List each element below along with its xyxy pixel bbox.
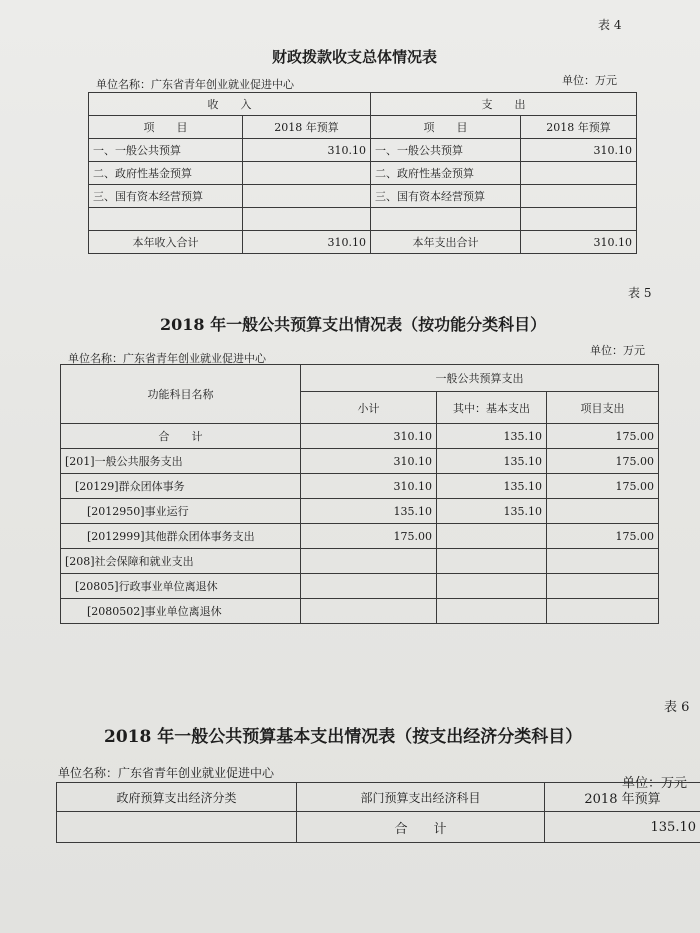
table5-col-group: 一般公共预算支出 (301, 365, 659, 392)
table4-col-item: 项 目 (89, 116, 243, 139)
table4-cell: 二、政府性基金预算 (371, 162, 521, 185)
table-row (61, 474, 659, 499)
table5-project (547, 549, 659, 574)
table5-name: [208]社会保障和就业支出 (61, 549, 301, 574)
table4-cell (521, 185, 637, 208)
table5-project (547, 499, 659, 524)
table5-project: 175.00 (547, 449, 659, 474)
table6-col-gov: 政府预算支出经济分类 (57, 783, 297, 812)
table4-cell: 310.10 (243, 139, 371, 162)
table-row (61, 599, 659, 624)
table4-cell (243, 208, 371, 231)
table-row (61, 499, 659, 524)
table4-cell (243, 162, 371, 185)
table-row (61, 449, 659, 474)
table4-cell (89, 208, 243, 231)
table4-income-header: 收 入 (89, 93, 371, 116)
table5-basic: 135.10 (437, 474, 547, 499)
table4-unit-name: 单位名称：广东省青年创业就业促进中心 (96, 78, 294, 91)
table6-total-value: 135.10 (545, 812, 700, 843)
table4-cell: 三、国有资本经营预算 (371, 185, 521, 208)
table5-col-name: 功能科目名称 (61, 365, 301, 424)
table4-cell (243, 185, 371, 208)
table5-subtotal: 135.10 (301, 499, 437, 524)
table4-cell: 一、一般公共预算 (371, 139, 521, 162)
table4-col-budget: 2018 年预算 (521, 116, 637, 139)
table4-col-budget: 2018 年预算 (243, 116, 371, 139)
table-row (89, 139, 637, 162)
table5-col-basic: 其中：基本支出 (437, 392, 547, 424)
table4-cell: 二、政府性基金预算 (89, 162, 243, 185)
table-row (89, 231, 637, 254)
table5-basic: 135.10 (437, 449, 547, 474)
table5 (60, 364, 659, 624)
table5-name: [20129]群众团体事务 (61, 474, 301, 499)
table6-tag: 表 6 (664, 700, 690, 715)
table5-subtotal: 310.10 (301, 424, 437, 449)
table5-project (547, 599, 659, 624)
table4-total-out-value: 310.10 (521, 231, 637, 254)
table5-subtotal: 310.10 (301, 449, 437, 474)
table-row (89, 185, 637, 208)
table6-unit: 单位：万元 (622, 776, 688, 791)
table5-project: 175.00 (547, 474, 659, 499)
table4-cell: 三、国有资本经营预算 (89, 185, 243, 208)
table5-col-subtotal: 小计 (301, 392, 437, 424)
table6-empty-cell (57, 812, 297, 843)
table5-name: [201]一般公共服务支出 (61, 449, 301, 474)
table4-unit: 单位：万元 (562, 74, 617, 87)
table-row (61, 574, 659, 599)
table5-unit-name: 单位名称：广东省青年创业就业促进中心 (68, 352, 266, 365)
table5-name: [2012950]事业运行 (61, 499, 301, 524)
table4-total-in-label: 本年收入合计 (89, 231, 243, 254)
table6-col-dept: 部门预算支出经济科目 (297, 783, 545, 812)
table6-total-label: 合 计 (297, 812, 545, 843)
table5-basic (437, 599, 547, 624)
table5-title: 2018 年一般公共预算支出情况表（按功能分类科目） (160, 315, 547, 334)
table4 (88, 92, 637, 254)
table4-total-in-value: 310.10 (243, 231, 371, 254)
table-row (61, 549, 659, 574)
table4-cell (371, 208, 521, 231)
table5-basic: 135.10 (437, 424, 547, 449)
table6 (56, 782, 700, 843)
table5-project: 175.00 (547, 524, 659, 549)
table4-title: 财政拨款收支总体情况表 (272, 48, 438, 66)
table5-name: [2080502]事业单位离退休 (61, 599, 301, 624)
table5-name: 合 计 (61, 424, 301, 449)
table4-tag: 表 4 (598, 18, 622, 32)
table5-subtotal: 175.00 (301, 524, 437, 549)
table4-cell (521, 208, 637, 231)
table5-subtotal: 310.10 (301, 474, 437, 499)
table-row (89, 208, 637, 231)
table5-name: [2012999]其他群众团体事务支出 (61, 524, 301, 549)
table5-basic: 135.10 (437, 499, 547, 524)
table5-subtotal (301, 549, 437, 574)
table-row (61, 524, 659, 549)
table5-basic (437, 549, 547, 574)
table6-col-budget: 2018 年预算 (545, 783, 700, 812)
table5-name: [20805]行政事业单位离退休 (61, 574, 301, 599)
table6-title: 2018 年一般公共预算基本支出情况表（按支出经济分类科目） (104, 727, 583, 747)
table4-cell (521, 162, 637, 185)
table6-unit-name: 单位名称：广东省青年创业就业促进中心 (58, 766, 275, 780)
table5-col-project: 项目支出 (547, 392, 659, 424)
table-row (89, 162, 637, 185)
table5-basic (437, 524, 547, 549)
table5-project (547, 574, 659, 599)
table5-subtotal (301, 574, 437, 599)
table5-project: 175.00 (547, 424, 659, 449)
table-row (57, 812, 700, 843)
table4-cell: 310.10 (521, 139, 637, 162)
table4-total-out-label: 本年支出合计 (371, 231, 521, 254)
table-row (61, 424, 659, 449)
table5-unit: 单位：万元 (590, 344, 645, 357)
table4-cell: 一、一般公共预算 (89, 139, 243, 162)
table4-expense-header: 支 出 (371, 93, 637, 116)
table5-tag: 表 5 (628, 286, 652, 300)
table4-col-item: 项 目 (371, 116, 521, 139)
table5-basic (437, 574, 547, 599)
table5-subtotal (301, 599, 437, 624)
